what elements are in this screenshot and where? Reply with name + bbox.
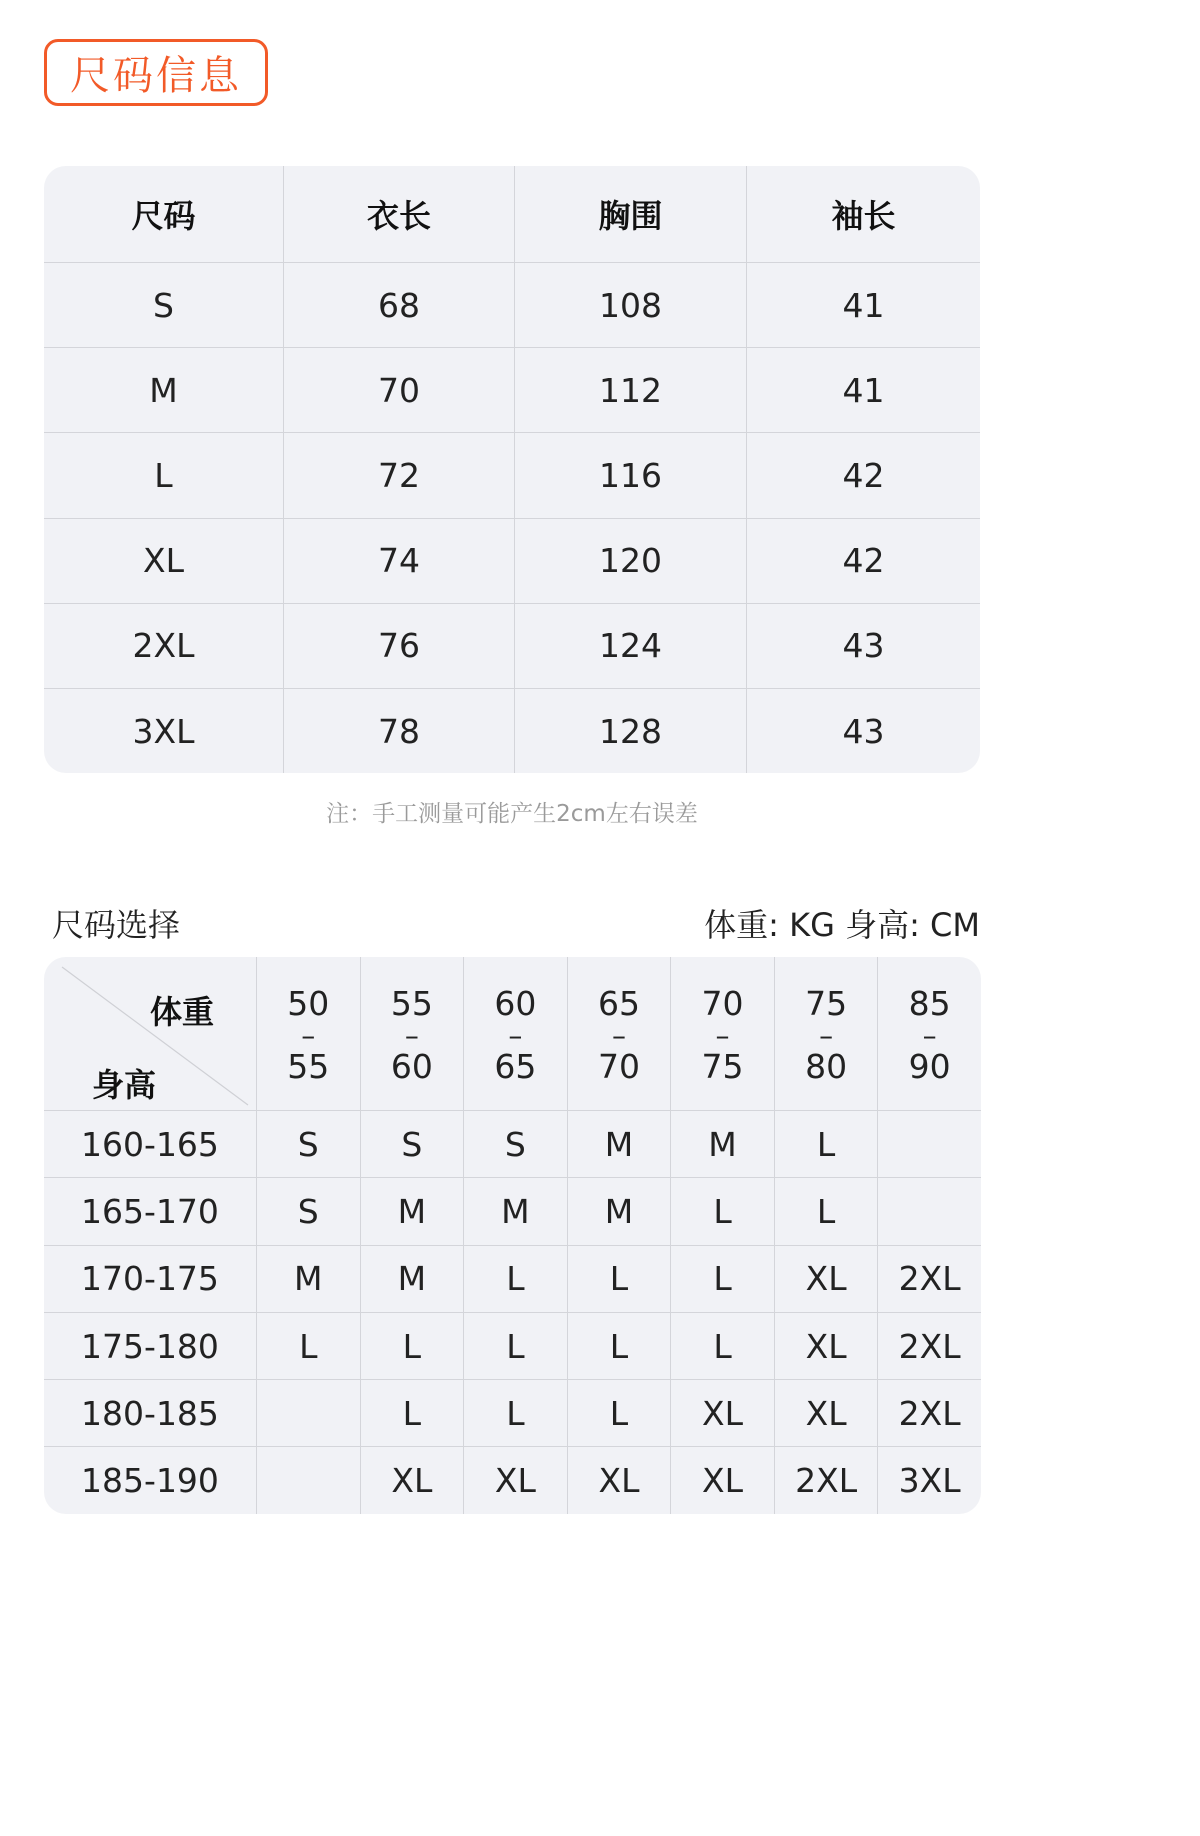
weight-to: 55 [287,1047,330,1087]
table-cell: 78 [283,688,514,773]
size-cell: XL [360,1446,464,1513]
table-cell: 43 [746,603,980,688]
size-cell: L [360,1312,464,1379]
size-cell: L [360,1379,464,1446]
table-cell: S [44,262,283,347]
table-cell: 42 [746,518,980,603]
size-cell: M [360,1177,464,1244]
table-cell: 41 [746,262,980,347]
weight-range-header [256,957,360,1110]
weight-to: 80 [805,1047,848,1087]
size-cell: M [567,1177,671,1244]
size-cell: L [463,1312,567,1379]
weight-range-header [877,957,981,1110]
table-cell: 43 [746,688,980,773]
size-cell [256,1446,360,1513]
size-cell: L [670,1245,774,1312]
height-range-label: 165-170 [44,1177,256,1244]
weight-separator: – [715,1018,730,1052]
size-cell: S [256,1177,360,1244]
table-cell: 76 [283,603,514,688]
section-title-badge [44,39,268,106]
table-cell: 41 [746,347,980,432]
size-cell [877,1177,981,1244]
weight-to: 65 [494,1047,537,1087]
table-cell: 70 [283,347,514,432]
weight-to: 90 [908,1047,951,1087]
size-cell: L [567,1379,671,1446]
table-cell: 3XL [44,688,283,773]
height-range-label: 180-185 [44,1379,256,1446]
size-choose-title: 尺码选择 [52,906,181,944]
size-cell: XL [567,1446,671,1513]
size-cell: L [774,1177,878,1244]
height-range-label: 175-180 [44,1312,256,1379]
weight-separator: – [922,1018,937,1052]
size-cell: XL [670,1379,774,1446]
measurement-note: 注：手工测量可能产生2cm左右误差 [326,801,698,827]
size-cell: M [567,1110,671,1177]
header-length: 衣长 [283,166,514,262]
size-cell: L [670,1312,774,1379]
weight-separator: – [819,1018,834,1052]
table-cell: 68 [283,262,514,347]
weight-separator: – [508,1018,523,1052]
weight-to: 60 [390,1047,433,1087]
size-cell [256,1379,360,1446]
size-cell: S [360,1110,464,1177]
table-cell: 116 [514,432,746,517]
table-cell: 42 [746,432,980,517]
table-cell: L [44,432,283,517]
height-range-label: 160-165 [44,1110,256,1177]
size-cell: L [463,1379,567,1446]
weight-to: 70 [597,1047,640,1087]
weight-from: 60 [494,983,537,1023]
size-cell: 2XL [774,1446,878,1513]
table-cell: 74 [283,518,514,603]
table-cell: 112 [514,347,746,432]
table-cell: M [44,347,283,432]
weight-range-header [463,957,567,1110]
table-cell: 120 [514,518,746,603]
size-cell: M [463,1177,567,1244]
weight-separator: – [611,1018,626,1052]
size-cell: L [463,1245,567,1312]
size-cell: 2XL [877,1312,981,1379]
units-legend: 体重: KG 身高: CM [704,906,980,944]
weight-from: 65 [597,983,640,1023]
size-cell: XL [774,1245,878,1312]
size-cell: L [256,1312,360,1379]
size-cell: XL [774,1379,878,1446]
weight-to: 75 [701,1047,744,1087]
table-cell: 128 [514,688,746,773]
size-info-table [44,166,980,773]
corner-header [44,957,256,1110]
weight-from: 50 [287,983,330,1023]
height-range-label: 185-190 [44,1446,256,1513]
weight-separator: – [404,1018,419,1052]
weight-range-header [670,957,774,1110]
size-cell: L [670,1177,774,1244]
size-cell: 2XL [877,1379,981,1446]
size-cell: M [256,1245,360,1312]
weight-range-header [774,957,878,1110]
table-cell: 72 [283,432,514,517]
weight-from: 75 [805,983,848,1023]
weight-separator: – [301,1018,316,1052]
size-chooser-table [44,957,981,1514]
weight-from: 70 [701,983,744,1023]
weight-from: 85 [908,983,951,1023]
size-cell: L [774,1110,878,1177]
size-cell: S [256,1110,360,1177]
weight-range-header [360,957,464,1110]
table-cell: 2XL [44,603,283,688]
table-cell: 108 [514,262,746,347]
size-cell: S [463,1110,567,1177]
weight-from: 55 [390,983,433,1023]
size-cell: XL [670,1446,774,1513]
size-cell: M [670,1110,774,1177]
size-cell: L [567,1245,671,1312]
corner-weight-label: 体重 [150,993,215,1031]
height-range-label: 170-175 [44,1245,256,1312]
weight-range-header [567,957,671,1110]
size-cell: M [360,1245,464,1312]
size-cell: L [567,1312,671,1379]
header-size: 尺码 [131,197,196,235]
size-cell: 3XL [877,1446,981,1513]
size-cell: 2XL [877,1245,981,1312]
header-chest: 胸围 [514,166,746,262]
table-cell: 124 [514,603,746,688]
size-cell: XL [774,1312,878,1379]
section-title: 尺码信息 [70,53,242,99]
table-cell: XL [44,518,283,603]
corner-height-label: 身高 [92,1066,157,1104]
size-cell [877,1110,981,1177]
size-cell: XL [463,1446,567,1513]
header-sleeve: 袖长 [746,166,980,262]
